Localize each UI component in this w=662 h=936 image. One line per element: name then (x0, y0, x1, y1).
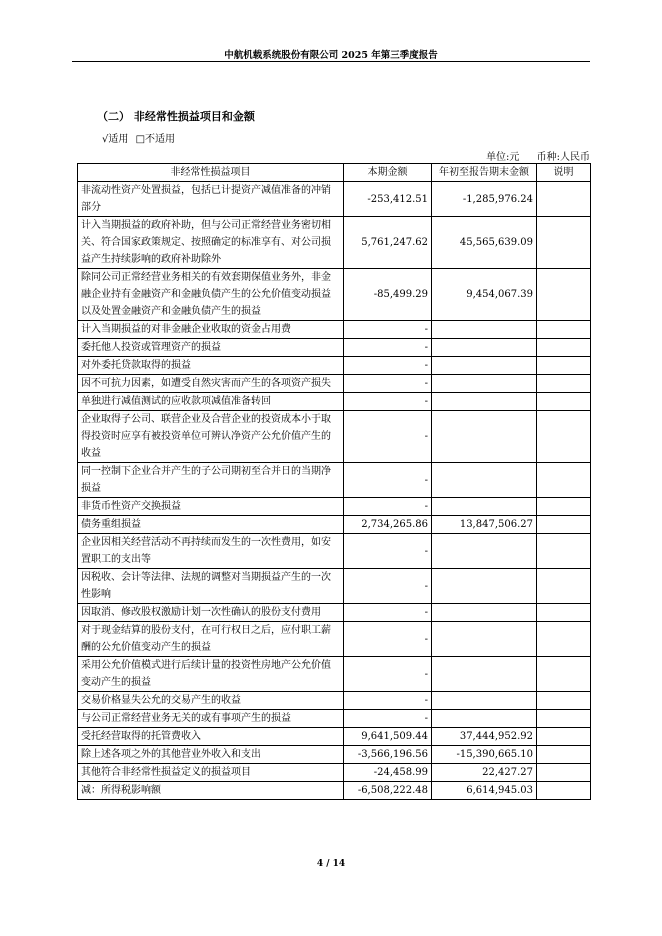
ytd-amount-cell: 37,444,952.92 (432, 728, 537, 746)
table-body (78, 182, 591, 800)
current-amount-cell: -253,412.51 (344, 182, 432, 217)
table-row (78, 516, 591, 534)
current-amount-cell: - (344, 604, 432, 622)
unit-line (0, 148, 590, 163)
note-cell (537, 604, 591, 622)
ytd-amount-cell (432, 498, 537, 516)
current-amount-cell: - (344, 657, 432, 692)
ytd-amount-cell (432, 393, 537, 411)
item-cell: 因不可抗力因素，如遭受自然灾害而产生的各项资产损失 (78, 375, 344, 393)
table-row (78, 622, 591, 657)
note-cell (537, 321, 591, 339)
ytd-amount-cell: 9,454,067.39 (432, 269, 537, 321)
item-cell: 债务重组损益 (78, 516, 344, 534)
item-cell: 非货币性资产交换损益 (78, 498, 344, 516)
note-cell (537, 728, 591, 746)
applicability-options (102, 130, 179, 145)
table-row (78, 321, 591, 339)
ytd-amount-cell (432, 357, 537, 375)
current-amount-cell: - (344, 411, 432, 463)
note-cell (537, 692, 591, 710)
current-amount-cell: - (344, 463, 432, 498)
non-recurring-items-table (77, 163, 591, 800)
column-header-note: 说明 (537, 164, 591, 182)
table-row (78, 411, 591, 463)
current-amount-cell: - (344, 710, 432, 728)
applicable-checkbox-label: √适用 (102, 134, 129, 145)
current-amount-cell: -3,566,196.56 (344, 746, 432, 764)
note-cell (537, 357, 591, 375)
table-row (78, 710, 591, 728)
note-cell (537, 393, 591, 411)
current-amount-cell: - (344, 339, 432, 357)
current-amount-cell: - (344, 569, 432, 604)
ytd-amount-cell: -1,285,976.24 (432, 182, 537, 217)
ytd-amount-cell (432, 339, 537, 357)
ytd-amount-cell (432, 411, 537, 463)
item-cell: 委托他人投资或管理资产的损益 (78, 339, 344, 357)
table-row (78, 375, 591, 393)
ytd-amount-cell: -15,390,665.10 (432, 746, 537, 764)
note-cell (537, 746, 591, 764)
ytd-amount-cell (432, 534, 537, 569)
current-amount-cell: -24,458.99 (344, 764, 432, 782)
item-cell: 交易价格显失公允的交易产生的收益 (78, 692, 344, 710)
table-row (78, 339, 591, 357)
item-cell: 除上述各项之外的其他营业外收入和支出 (78, 746, 344, 764)
note-cell (537, 411, 591, 463)
table-row (78, 534, 591, 569)
item-cell: 因取消、修改股权激励计划一次性确认的股份支付费用 (78, 604, 344, 622)
ytd-amount-cell: 13,847,506.27 (432, 516, 537, 534)
column-header-ytd: 年初至报告期末金额 (432, 164, 537, 182)
item-cell: 其他符合非经常性损益定义的损益项目 (78, 764, 344, 782)
current-amount-cell: - (344, 375, 432, 393)
ytd-amount-cell (432, 657, 537, 692)
item-cell: 计入当期损益的对非金融企业收取的资金占用费 (78, 321, 344, 339)
table-row (78, 569, 591, 604)
item-cell: 对外委托贷款取得的损益 (78, 357, 344, 375)
item-cell: 减：所得税影响额 (78, 782, 344, 800)
note-cell (537, 516, 591, 534)
table-row (78, 657, 591, 692)
item-cell: 企业因相关经营活动不再持续而发生的一次性费用，如安置职工的支出等 (78, 534, 344, 569)
item-cell: 受托经营取得的托管费收入 (78, 728, 344, 746)
note-cell (537, 657, 591, 692)
item-cell: 同一控制下企业合并产生的子公司期初至合并日的当期净损益 (78, 463, 344, 498)
current-amount-cell: - (344, 321, 432, 339)
current-amount-cell: - (344, 393, 432, 411)
current-amount-cell: - (344, 622, 432, 657)
column-header-current: 本期金额 (344, 164, 432, 182)
unit-label: 单位:元 (486, 152, 520, 163)
ytd-amount-cell: 6,614,945.03 (432, 782, 537, 800)
ytd-amount-cell (432, 604, 537, 622)
note-cell (537, 622, 591, 657)
item-cell: 采用公允价值模式进行后续计量的投资性房地产公允价值变动产生的损益 (78, 657, 344, 692)
item-cell: 除同公司正常经营业务相关的有效套期保值业务外，非金融企业持有金融资产和金融负债产生的公允价值变动损益以及处置金融资产和金融负债产生的损益 (78, 269, 344, 321)
currency-label: 币种:人民币 (536, 152, 590, 163)
table-row (78, 782, 591, 800)
note-cell (537, 182, 591, 217)
current-amount-cell: - (344, 534, 432, 569)
table-row (78, 604, 591, 622)
current-amount-cell: 2,734,265.86 (344, 516, 432, 534)
report-header-title: 中航机载系统股份有限公司 2025 年第三季度报告 (224, 50, 438, 61)
item-cell: 对于现金结算的股份支付，在可行权日之后，应付职工薪酬的公允价值变动产生的损益 (78, 622, 344, 657)
ytd-amount-cell (432, 622, 537, 657)
current-amount-cell: 9,641,509.44 (344, 728, 432, 746)
note-cell (537, 375, 591, 393)
table-row (78, 217, 591, 269)
table-header-row (78, 164, 591, 182)
note-cell (537, 269, 591, 321)
note-cell (537, 782, 591, 800)
note-cell (537, 569, 591, 604)
table-row (78, 463, 591, 498)
table-row (78, 692, 591, 710)
item-cell: 与公司正常经营业务无关的或有事项产生的损益 (78, 710, 344, 728)
ytd-amount-cell: 45,565,639.09 (432, 217, 537, 269)
ytd-amount-cell (432, 710, 537, 728)
ytd-amount-cell: 22,427.27 (432, 764, 537, 782)
current-amount-cell: 5,761,247.62 (344, 217, 432, 269)
note-cell (537, 217, 591, 269)
table-row (78, 393, 591, 411)
current-amount-cell: -85,499.29 (344, 269, 432, 321)
table-row (78, 728, 591, 746)
ytd-amount-cell (432, 321, 537, 339)
section-title: （二） 非经常性损益项目和金额 (97, 110, 255, 123)
item-cell: 非流动性资产处置损益，包括已计提资产减值准备的冲销部分 (78, 182, 344, 217)
not-applicable-checkbox-label: □不适用 (135, 134, 176, 145)
table-row (78, 498, 591, 516)
table-row (78, 182, 591, 217)
note-cell (537, 534, 591, 569)
note-cell (537, 710, 591, 728)
table-row (78, 764, 591, 782)
item-cell: 企业取得子公司、联营企业及合营企业的投资成本小于取得投资时应享有被投资单位可辨认净资产公允价值产生的收益 (78, 411, 344, 463)
current-amount-cell: - (344, 692, 432, 710)
ytd-amount-cell (432, 463, 537, 498)
ytd-amount-cell (432, 692, 537, 710)
current-amount-cell: -6,508,222.48 (344, 782, 432, 800)
item-cell: 因税收、会计等法律、法规的调整对当期损益产生的一次性影响 (78, 569, 344, 604)
page-number: 4 / 14 (316, 859, 346, 869)
note-cell (537, 339, 591, 357)
note-cell (537, 498, 591, 516)
ytd-amount-cell (432, 375, 537, 393)
note-cell (537, 764, 591, 782)
current-amount-cell: - (344, 498, 432, 516)
ytd-amount-cell (432, 569, 537, 604)
table-row (78, 357, 591, 375)
current-amount-cell: - (344, 357, 432, 375)
column-header-item: 非经常性损益项目 (78, 164, 344, 182)
item-cell: 单独进行减值测试的应收款项减值准备转回 (78, 393, 344, 411)
table-row (78, 746, 591, 764)
note-cell (537, 463, 591, 498)
table-row (78, 269, 591, 321)
header-divider (72, 61, 590, 62)
item-cell: 计入当期损益的政府补助，但与公司正常经营业务密切相关、符合国家政策规定、按照确定的标准享有、对公司损益产生持续影响的政府补助除外 (78, 217, 344, 269)
